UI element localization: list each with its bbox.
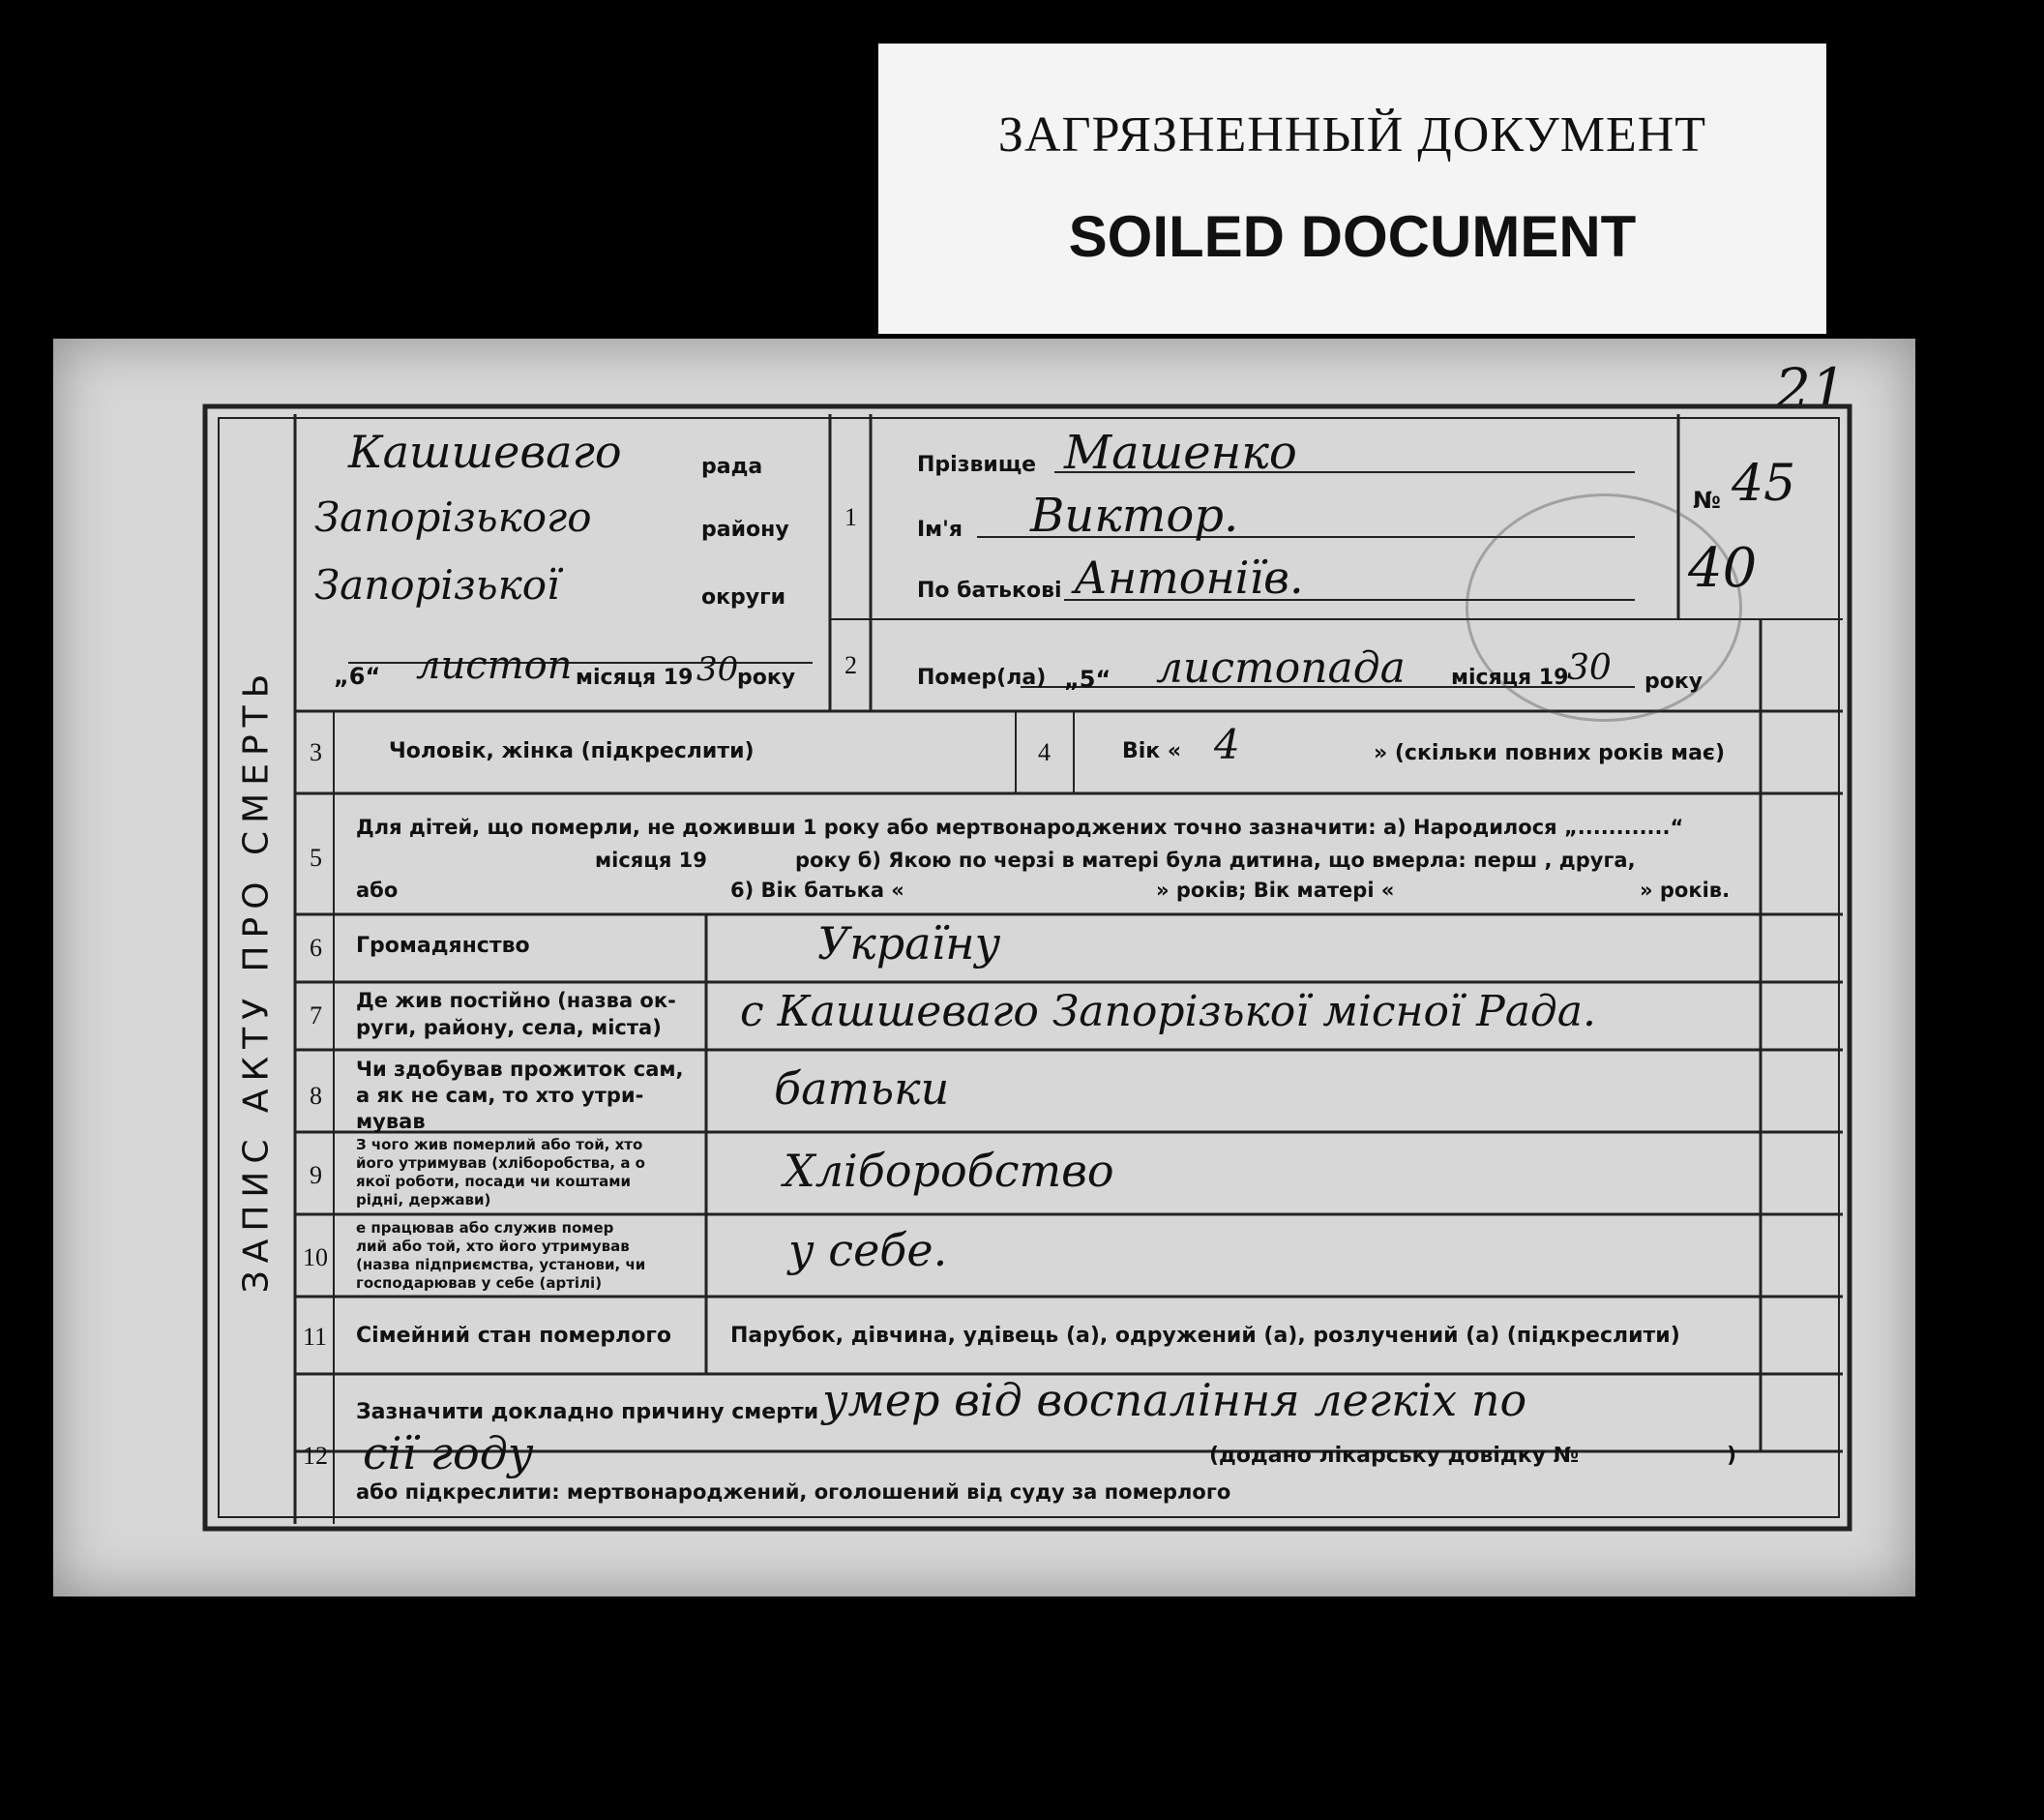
income-source-label-1: З чого жив померлий або той, хто (356, 1136, 643, 1153)
employment-label-4: господарював у себе (артілі) (356, 1274, 603, 1292)
soiled-document-label (878, 44, 1826, 334)
medical-certificate-close: ) (1727, 1444, 1737, 1468)
livelihood-value: батьки (774, 1062, 950, 1115)
mother-age-suffix: » років. (1640, 879, 1731, 902)
income-source-label-3: якої роботи, посади чи коштами (356, 1173, 631, 1190)
employment-label-3: (назва підприємства, установи, чи (356, 1256, 646, 1273)
patronymic-label: По батькові (917, 579, 1062, 603)
row-12-number: 12 (303, 1442, 328, 1470)
employment-label-1: е працював або служив помер (356, 1219, 614, 1237)
district-value: Запорізького (314, 493, 592, 541)
row-8-number: 8 (310, 1082, 322, 1110)
council-value: Кашшеваго (348, 426, 622, 478)
death-month-label: місяця 19 (1451, 666, 1569, 690)
okrug-label: округи (701, 585, 786, 610)
livelihood-label-1: Чи здобував прожиток сам, (356, 1058, 684, 1081)
father-age-label: 6) Вік батька « (730, 879, 904, 902)
name-value: Виктор. (1030, 489, 1239, 543)
name-label: Ім'я (917, 518, 963, 542)
patronymic-value: Антоніїв. (1074, 552, 1304, 604)
medical-certificate-label: (додано лікарську довідку № (1209, 1444, 1580, 1468)
side-title: ЗАПИС АКТУ ПРО СМЕРТЬ (236, 666, 277, 1294)
label-russian: ЗАГРЯЗНЕННЫЙ ДОКУМЕНТ (997, 107, 1707, 163)
row-11-number: 11 (303, 1323, 328, 1351)
income-source-value: Хліборобство (784, 1145, 1114, 1197)
row-2-number: 2 (844, 651, 857, 679)
record-number-value: 45 (1732, 455, 1796, 513)
registration-year-label: року (737, 666, 796, 690)
row-9-number: 9 (310, 1161, 322, 1189)
livelihood-label-2: а як не сам, то хто утри- (356, 1084, 644, 1107)
citizenship-label: Громадянство (356, 934, 530, 958)
row-10-number: 10 (303, 1243, 328, 1271)
row-3-number: 3 (310, 738, 322, 766)
marital-status-options: Парубок, дівчина, удівець (а), одружений (а), розлучений (а) (підкреслити) (730, 1324, 1680, 1348)
employment-label-2: лий або той, хто його утримував (356, 1238, 630, 1255)
mother-age-label: » років; Вік матері « (1156, 879, 1395, 902)
registration-month-label: місяця 19 (576, 666, 694, 690)
residence-label-2: руги, району, села, міста) (356, 1016, 662, 1039)
age-suffix: » (скільки повних років має) (1374, 741, 1726, 765)
row-6-number: 6 (310, 934, 322, 962)
income-source-label-2: його утримував (хліборобства, а о (356, 1154, 645, 1172)
death-date-label: Помер(ла) (917, 666, 1047, 690)
employment-value: у себе. (788, 1224, 948, 1276)
death-year: 30 (1567, 648, 1612, 688)
cause-of-death-value-1: умер від воспаління легкіх по (822, 1374, 1527, 1426)
surname-label: Прізвище (917, 453, 1037, 477)
death-year-label: року (1644, 670, 1703, 694)
record-number-label: № (1693, 487, 1721, 514)
registration-day: „6“ (334, 663, 381, 690)
infant-info-month-label: місяця 19 (595, 849, 707, 872)
row-7-number: 7 (310, 1001, 322, 1029)
row-4-number: 4 (1038, 738, 1051, 766)
age-value: 4 (1214, 721, 1240, 768)
council-label: рада (701, 455, 763, 479)
livelihood-label-3: мував (356, 1110, 426, 1133)
residence-label-1: Де жив постійно (назва ок- (356, 989, 676, 1012)
stillborn-option-line: або підкреслити: мертвонароджений, оголошений від суду за померлого (356, 1480, 1231, 1504)
income-source-label-4: рідні, держави) (356, 1191, 491, 1208)
cause-of-death-label: Зазначити докладно причину смерти (356, 1400, 819, 1424)
surname-value: Машенко (1064, 426, 1297, 480)
death-day: „5“ (1064, 666, 1111, 693)
district-label: району (701, 518, 789, 542)
death-month: листопада (1156, 643, 1406, 693)
registration-month: листоп (416, 643, 573, 688)
residence-value: с Кашшеваго Запорізької місної Рада. (740, 987, 1597, 1036)
row-5-number: 5 (310, 844, 322, 872)
page-number: 21 (1775, 356, 1847, 422)
infant-info-line-1: Для дітей, що померли, не доживши 1 року або мертвонароджених точно зазначити: а) Народилося „............“ (356, 816, 1684, 839)
okrug-value: Запорізької (314, 561, 560, 609)
marital-status-label: Сімейний стан померлого (356, 1324, 671, 1348)
row-1-number: 1 (844, 503, 857, 531)
citizenship-value: Україну (817, 917, 1001, 970)
label-english: SOILED DOCUMENT (1068, 204, 1637, 269)
infant-info-line-2: року б) Якою по черзі в матері була дитина, що вмерла: перш , друга, (795, 849, 1636, 872)
infant-info-or: або (356, 879, 399, 902)
record-number-alternate: 40 (1688, 537, 1758, 600)
cause-of-death-value-2: сії году (363, 1427, 534, 1479)
sex-field: Чоловік, жінка (підкреслити) (389, 739, 755, 763)
age-label: Вік « (1122, 739, 1182, 763)
registration-year: 30 (696, 650, 739, 689)
